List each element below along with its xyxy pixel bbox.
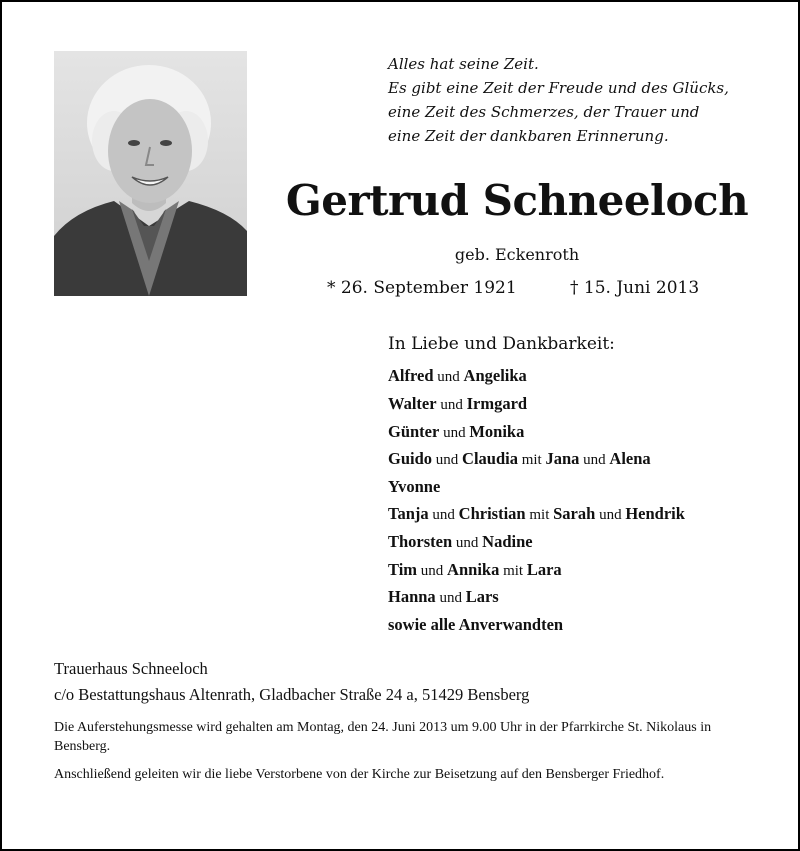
- mourner-name: Jana: [545, 449, 580, 469]
- mourner-line: [388, 501, 685, 529]
- mourner-connector: und: [433, 369, 464, 385]
- mourning-house: [54, 656, 529, 708]
- house-name: Trauerhaus Schneeloch: [54, 659, 208, 678]
- birth-date: * 26. September 1921: [327, 278, 517, 298]
- mourner-line: [388, 446, 685, 474]
- mourner-name: Lara: [526, 559, 562, 579]
- mourners-intro: In Liebe und Dankbarkeit:: [388, 334, 615, 354]
- mourner-name: Walter: [388, 393, 437, 413]
- mourner-name: Lars: [465, 587, 499, 607]
- house-address: c/o Bestattungshaus Altenrath, Gladbacher Straße 24 a, 51429 Bensberg: [54, 685, 530, 704]
- mourner-line: [388, 474, 685, 501]
- poem-line: Es gibt eine Zeit der Freude und des Glücks,: [388, 79, 729, 97]
- mourner-name: Claudia: [462, 449, 518, 469]
- mourner-name: sowie alle Anverwandten: [388, 615, 564, 635]
- burial-notice: Anschließend geleiten wir die liebe Verstorbene von der Kirche zur Beisetzung auf den Bensberger Friedhof.: [54, 767, 665, 782]
- mourner-connector: und: [452, 534, 483, 551]
- portrait-illustration: [54, 51, 247, 296]
- mourner-connector: mit: [517, 452, 546, 469]
- mourner-name: Annika: [447, 559, 500, 579]
- mourner-connector: und: [579, 452, 610, 469]
- mourner-name: Thorsten: [388, 531, 453, 551]
- mourner-connector: und: [436, 396, 467, 413]
- mourner-name: Nadine: [482, 531, 533, 551]
- mourner-name: Sarah: [553, 503, 596, 523]
- mourner-name: Irmgard: [466, 393, 528, 413]
- mourner-line: [388, 529, 685, 557]
- poem-line: Alles hat seine Zeit.: [388, 55, 539, 73]
- mourners-list: [388, 363, 685, 639]
- mourner-name: Monika: [469, 421, 525, 441]
- mourner-name: Christian: [458, 503, 526, 523]
- mourner-line: [388, 363, 685, 391]
- mourner-connector: und: [435, 590, 466, 607]
- mourner-line: [388, 584, 685, 612]
- mourner-connector: und: [417, 562, 448, 579]
- poem-line: eine Zeit der dankbaren Erinnerung.: [388, 127, 669, 145]
- mourner-line: [388, 557, 685, 585]
- mourner-name: Alfred: [388, 366, 434, 385]
- deceased-name: Gertrud Schneeloch: [285, 176, 749, 225]
- poem-line: eine Zeit des Schmerzes, der Trauer und: [388, 103, 700, 121]
- mourner-connector: und: [595, 506, 626, 523]
- mourner-name: Hanna: [388, 587, 436, 607]
- mourner-connector: und: [428, 506, 459, 523]
- mourner-connector: mit: [525, 506, 554, 523]
- mourner-line: [388, 612, 685, 639]
- mourner-name: Alena: [609, 449, 651, 469]
- portrait-photo: [54, 51, 247, 296]
- mourner-name: Angelika: [463, 366, 527, 385]
- mourner-connector: mit: [499, 562, 527, 579]
- mourner-connector: und: [439, 424, 470, 441]
- mass-notice: Die Auferstehungsmesse wird gehalten am Montag, den 24. Juni 2013 um 9.00 Uhr in der Pfarrkirche St. Nikolaus in Bensberg.: [54, 720, 712, 754]
- mourner-line: [388, 391, 685, 419]
- poem: [388, 52, 788, 148]
- mourner-name: Tanja: [388, 503, 429, 523]
- mourner-name: Günter: [388, 421, 440, 441]
- mourner-name: Yvonne: [388, 477, 441, 497]
- mourner-connector: und: [432, 452, 463, 469]
- mourner-name: Guido: [388, 449, 433, 469]
- birth-name: geb. Eckenroth: [454, 245, 580, 264]
- death-date: † 15. Juni 2013: [570, 278, 700, 298]
- mourner-name: Hendrik: [625, 503, 685, 523]
- mourner-line: [388, 419, 685, 447]
- mourner-name: Tim: [388, 559, 418, 579]
